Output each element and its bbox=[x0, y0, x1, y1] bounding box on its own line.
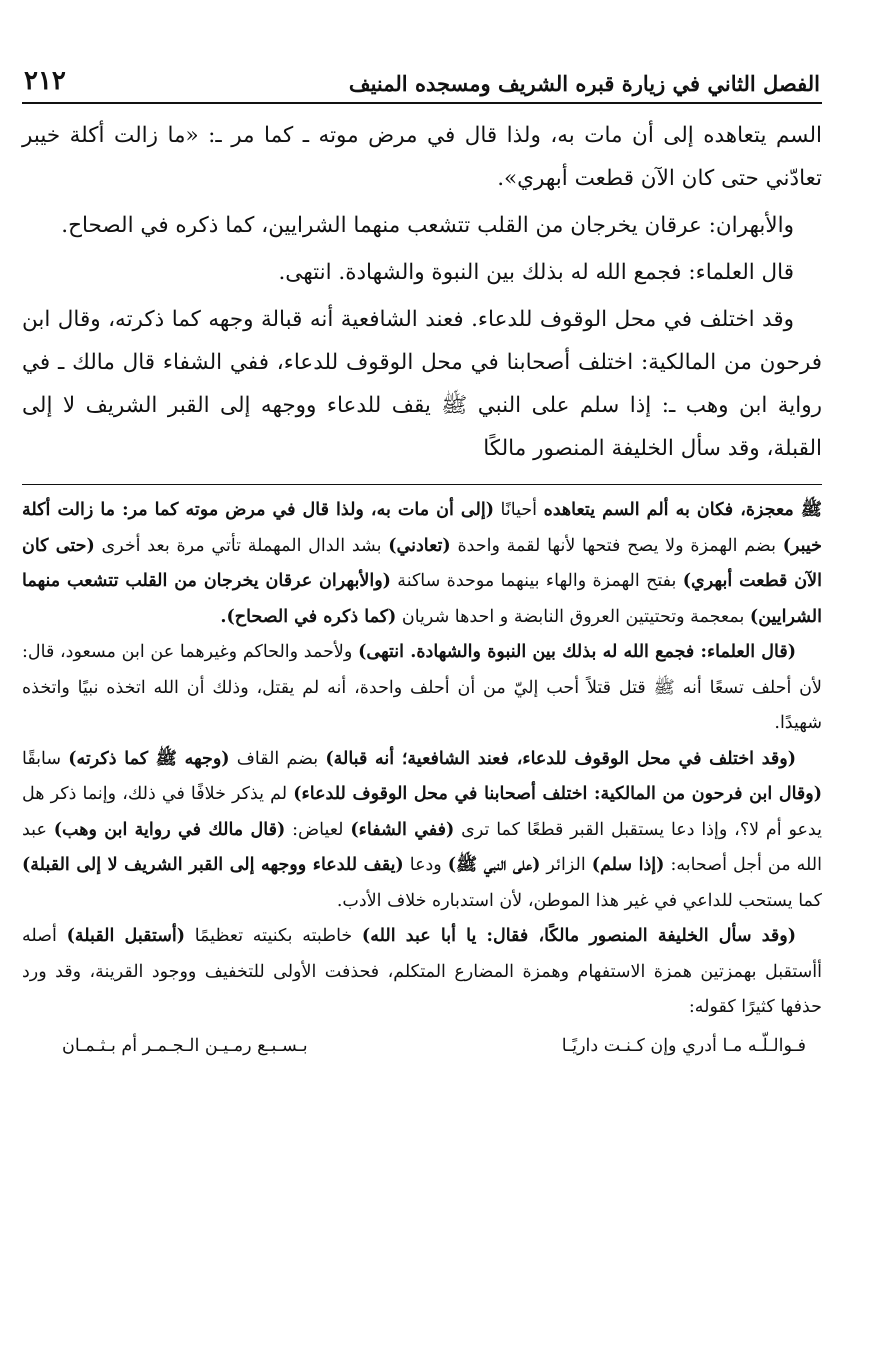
explanation-text: بفتح الهمزة والهاء بينهما موحدة ساكنة bbox=[390, 571, 683, 591]
explanation-text: خاطبته بكنيته تعظيمًا bbox=[185, 926, 362, 946]
quoted-text: (على النبي ﷺ) bbox=[447, 855, 541, 875]
quoted-text: (إلى أن مات به، ولذا قال في مرض موته كما مر: ما زالت أكلة خيبر) bbox=[22, 500, 823, 556]
commentary-text bbox=[22, 493, 822, 1064]
quoted-text: (إذا سلم) bbox=[591, 855, 665, 875]
quoted-text: (وقال ابن فرحون من المالكية: اختلف أصحابنا في محل الوقوف للدعاء) bbox=[293, 784, 823, 804]
quoted-text: (حتى كان الآن قطعت أبهري) bbox=[22, 535, 822, 591]
commentary-paragraph-1 bbox=[22, 493, 822, 635]
commentary-divider bbox=[22, 484, 822, 485]
explanation-text: بضم الهمزة ولا يصح فتحها لأنها لقمة واحدة bbox=[450, 535, 783, 556]
quoted-text: (قال العلماء: فجمع الله له بذلك بين النبوة والشهادة. انتهى) bbox=[358, 642, 796, 662]
verse-second-hemistich: بـسـبـع رمـيـن الـجـمـر أم بـثـمـان bbox=[62, 1035, 308, 1056]
explanation-text: ولأحمد والحاكم وغيرهما عن ابن مسعود، قال: لأن أحلف تسعًا أنه ﷺ قتل قتلاً أحب إليّ من أن أحلف واحدة، أنه لم يقتل، وذلك أن الله اتخذه نبيًا واتخذه شهيدًا. bbox=[22, 642, 822, 733]
explanation-text: لم يذكر خلافًا في ذلك، وإنما ذكر هل يدعو أم لا؟، وإذا دعا يستقبل القبر قطعًا كما ترى bbox=[22, 784, 822, 840]
explanation-text: لعياض: bbox=[285, 819, 351, 840]
quoted-text: (وقد سأل الخليفة المنصور مالكًا، فقال: يا أبا عبد الله) bbox=[361, 926, 797, 946]
explanation-text: ودعا bbox=[403, 855, 448, 875]
quoted-text: ﷺ معجزة، فكان به ألم السم يتعاهده bbox=[543, 500, 822, 520]
quoted-text: (والأبهران عرقان يخرجان من القلب تتشعب منهما الشرايين) bbox=[22, 571, 822, 627]
main-paragraph-4: وقد اختلف في محل الوقوف للدعاء. فعند الشافعية أنه قبالة وجهه كما ذكرته، وقال ابن فرحون من المالكية: اختلف أصحابنا في محل الوقوف للدعاء، ففي الشفاء قال مالك ـ في رواية ابن وهب ـ: إذا سلم على النبي ﷺ يقف للدعاء ووجهه إلى القبر الشريف لا إلى القبلة، وقد سأل الخليفة المنصور مالكًا bbox=[22, 307, 822, 461]
book-page bbox=[22, 52, 822, 1064]
quoted-text: (وقد اختلف في محل الوقوف للدعاء، فعند الشافعية؛ أنه قبالة) bbox=[325, 748, 796, 769]
page-number: ٢١٢ bbox=[24, 66, 66, 96]
quoted-text: (كما ذكره في الصحاح). bbox=[220, 606, 397, 627]
explanation-text: بشد الدال المهملة تأتي مرة بعد أخرى bbox=[94, 535, 389, 556]
quoted-text: (ففي الشفاء) bbox=[350, 819, 455, 840]
quoted-text: (أستقبل القبلة) bbox=[66, 926, 186, 946]
running-title: الفصل الثاني في زيارة قبره الشريف ومسجده المنيف bbox=[348, 71, 820, 96]
verse-first-hemistich: فـوالـلّـه مـا أدري وإن كـنـت داريًـا bbox=[561, 1035, 806, 1056]
quoted-text: (تعادني) bbox=[388, 535, 451, 556]
main-paragraph-2: والأبهران: عرقان يخرجان من القلب تتشعب منهما الشرايين، كما ذكره في الصحاح. bbox=[61, 213, 794, 238]
explanation-text: كما يستحب للداعي في غير هذا الموطن، لأن استدباره خلاف الأدب. bbox=[336, 890, 822, 911]
explanation-text: عبد الله من أجل أصحابه: bbox=[22, 819, 822, 875]
explanation-text: أصله أأستقبل بهمزتين همزة الاستفهام وهمزة المضارع المتكلم، فحذفت الأولى للتخفيف ووجود القرينة، وقد ورد حذفها كثيرًا كقوله: bbox=[22, 926, 822, 1017]
page-header bbox=[22, 52, 822, 104]
quoted-text: (يقف للدعاء ووجهه إلى القبر الشريف لا إلى القبلة) bbox=[22, 855, 404, 875]
main-text bbox=[22, 114, 822, 470]
poetry-verse bbox=[22, 1028, 822, 1064]
commentary-paragraph-4 bbox=[22, 919, 822, 1026]
commentary-paragraph-3 bbox=[22, 742, 822, 920]
explanation-text: بمعجمة وتحتيتين العروق النابضة و احدها شريان bbox=[396, 606, 750, 627]
explanation-text: سابقًا bbox=[22, 748, 69, 769]
explanation-text: الزائر bbox=[540, 855, 592, 875]
main-paragraph-3: قال العلماء: فجمع الله له بذلك بين النبوة والشهادة. انتهى. bbox=[278, 260, 794, 285]
quoted-text: (وجهه ﷺ كما ذكرته) bbox=[68, 748, 230, 769]
quoted-text: (قال مالك في رواية ابن وهب) bbox=[53, 819, 286, 840]
explanation-text: بضم القاف bbox=[229, 748, 326, 769]
explanation-text: أحيانًا bbox=[494, 500, 544, 520]
commentary-paragraph-2 bbox=[22, 635, 822, 742]
main-paragraph-1: السم يتعاهده إلى أن مات به، ولذا قال في مرض موته ـ كما مر ـ: «ما زالت أكلة خيبر تعادّني حتى كان الآن قطعت أبهري». bbox=[22, 123, 822, 191]
